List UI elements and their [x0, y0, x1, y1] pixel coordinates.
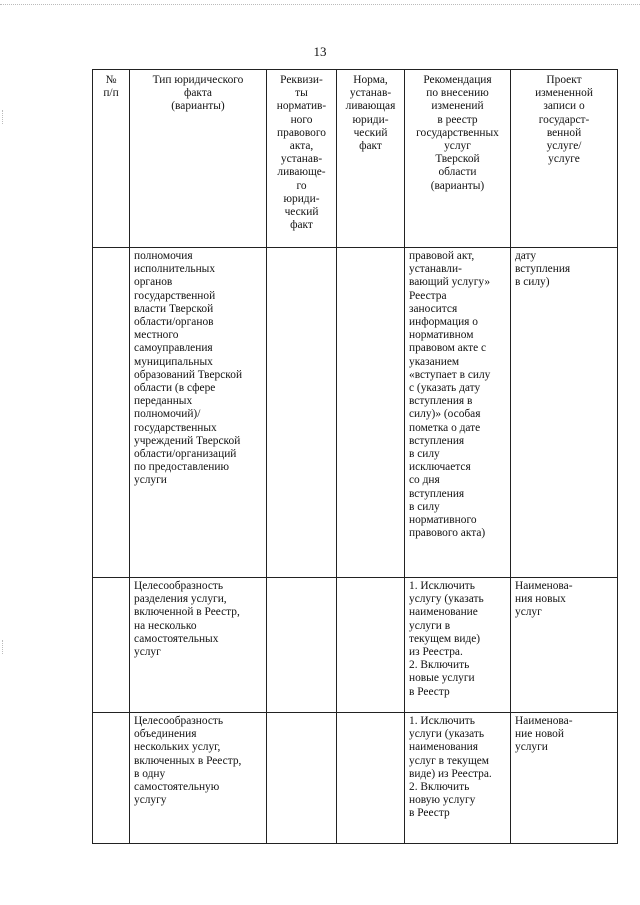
cell-act-details: [267, 248, 337, 578]
table-row: [93, 578, 618, 713]
header-act-details: Реквизи- ты норматив- ного правового акта, устанав- ливающе- го юриди- ческий факт: [267, 70, 337, 248]
cell-norm: [337, 248, 405, 578]
header-fact-type: Тип юридического факта (варианты): [130, 70, 267, 248]
cell-act-details: [267, 713, 337, 844]
cell-norm: [337, 578, 405, 713]
cell-recommendation: 1. Исключить услугу (указать наименование услуги в текущем виде) из Реестра. 2. Включить новые услуги в Реестр: [405, 578, 511, 713]
scan-margin-mark: [2, 110, 9, 124]
header-norm: Норма, устанав- ливающая юриди- ческий факт: [337, 70, 405, 248]
table-row: [93, 248, 618, 578]
cell-fact-type: Целесообразность объединения нескольких услуг, включенных в Реестр, в одну самостоятельную услугу: [130, 713, 267, 844]
cell-number: [93, 248, 130, 578]
table-header-row: [93, 70, 618, 248]
cell-number: [93, 713, 130, 844]
page-number: 13: [313, 44, 327, 59]
cell-fact-type: Целесообразность разделения услуги, включенной в Реестр, на несколько самостоятельных услуг: [130, 578, 267, 713]
cell-draft-record: Наименова- ния новых услуг: [511, 578, 618, 713]
table-row: [93, 713, 618, 844]
header-draft-record: Проект измененной записи о государст- венной услуге/ услуге: [511, 70, 618, 248]
legal-facts-table: [92, 69, 618, 844]
cell-recommendation: 1. Исключить услуги (указать наименования услуг в текущем виде) из Реестра. 2. Включить новую услугу в Реестр: [405, 713, 511, 844]
cell-act-details: [267, 578, 337, 713]
cell-draft-record: дату вступления в силу): [511, 248, 618, 578]
header-recommendation: Рекомендация по внесению изменений в реестр государственных услуг Тверской области (варианты): [405, 70, 511, 248]
cell-fact-type: полномочия исполнительных органов государственной власти Тверской области/органов местного самоуправления муниципальных образований Тверской области (в сфере переданных полномочий)/ государственных учреждений Тверской области/организаций по предоставлению услуги: [130, 248, 267, 578]
cell-draft-record: Наименова- ние новой услуги: [511, 713, 618, 844]
cell-recommendation: правовой акт, устанавли- вающий услугу» Реестра заносится информация о нормативном правовом акте с указанием «вступает в силу с (указать дату вступления в силу)» (особая пометка о дате вступления в силу исключается со дня вступления в силу нормативного правового акта): [405, 248, 511, 578]
scan-margin-mark: [2, 640, 9, 654]
scan-edge-line: [0, 4, 640, 6]
header-number: № п/п: [93, 70, 130, 248]
cell-number: [93, 578, 130, 713]
cell-norm: [337, 713, 405, 844]
